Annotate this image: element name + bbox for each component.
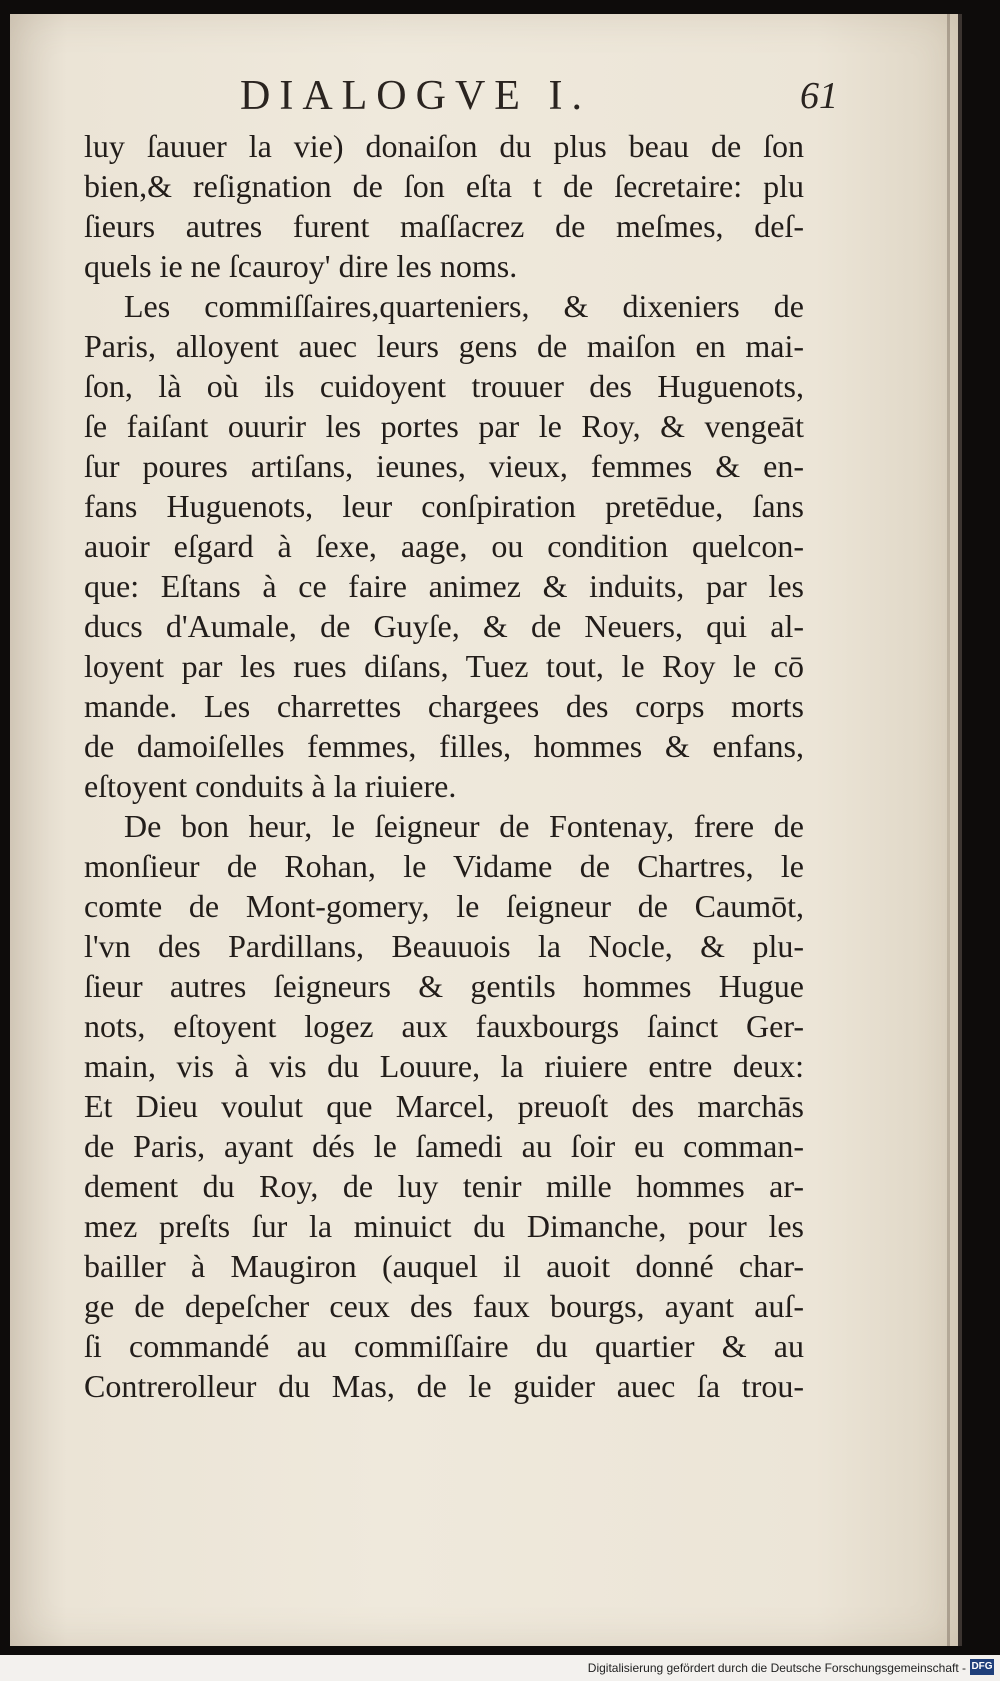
text-line: ducs d'Aumale, de Guyſe, & de Neuers, qui al-: [84, 608, 804, 644]
text-line: auoir eſgard à ſexe, aage, ou condition quelcon-: [84, 528, 804, 564]
text-line: mande. Les charrettes chargees des corps morts: [84, 688, 804, 724]
running-head-title: DIALOGVE I.: [240, 73, 591, 119]
body-text: [84, 126, 804, 1406]
text-line: fans Huguenots, leur conſpiration pretēdue, ſans: [84, 488, 804, 524]
text-line: l'vn des Pardillans, Beauuois la Nocle, & plu-: [84, 928, 804, 964]
text-line: Contrerolleur du Mas, de le guider auec ſa trou-: [84, 1368, 804, 1404]
text-line: bien,& reſignation de ſon eſta t de ſecretaire: plu: [84, 168, 804, 204]
text-line: ſieur autres ſeigneurs & gentils hommes Hugue: [84, 968, 804, 1004]
text-line: comte de Mont-gomery, le ſeigneur de Caumōt,: [84, 888, 804, 924]
text-line: ſieurs autres furent maſſacrez de meſmes, deſ-: [84, 208, 804, 244]
text-line: que: Eſtans à ce faire animez & induits, par les: [84, 568, 804, 604]
text-line: Et Dieu voulut que Marcel, preuoſt des marchās: [84, 1088, 804, 1124]
footer-bar: [0, 1655, 1000, 1681]
text-line: main, vis à vis du Louure, la riuiere entre deux:: [84, 1048, 804, 1084]
text-line: mez preſts ſur la minuict du Dimanche, pour les: [84, 1208, 804, 1244]
text-line: ge de depeſcher ceux des faux bourgs, ayant auſ-: [84, 1288, 804, 1324]
text-line: loyent par les rues diſans, Tuez tout, le Roy le cō: [84, 648, 804, 684]
text-line: nots, eſtoyent logez aux fauxbourgs ſainct Ger-: [84, 1008, 804, 1044]
text-line: ſe faiſant ouurir les portes par le Roy, & vengeāt: [84, 408, 804, 444]
text-line: eſtoyent conduits à la riuiere.: [84, 768, 457, 804]
text-line: Paris, alloyent auec leurs gens de maiſon en mai-: [84, 328, 804, 364]
text-line: De bon heur, le ſeigneur de Fontenay, frere de: [124, 808, 804, 844]
text-line: monſieur de Rohan, le Vidame de Chartres, le: [84, 848, 804, 884]
text-line: ſon, là où ils cuidoyent trouuer des Huguenots,: [84, 368, 804, 404]
page-number: 61: [800, 75, 838, 117]
text-line: quels ie ne ſcauroy' dire les noms.: [84, 248, 518, 284]
text-line: dement du Roy, de luy tenir mille hommes ar-: [84, 1168, 804, 1204]
text-line: de damoiſelles femmes, filles, hommes & enfans,: [84, 728, 804, 764]
text-line: luy ſauuer la vie) donaiſon du plus beau de ſon: [84, 128, 804, 164]
dfg-logo-icon: DFG: [970, 1659, 994, 1675]
text-line: Les commiſſaires,quarteniers, & dixeniers de: [124, 288, 804, 324]
text-line: ſi commandé au commiſſaire du quartier & au: [84, 1328, 804, 1364]
book-page: [10, 14, 962, 1646]
text-line: bailler à Maugiron (auquel il auoit donné char-: [84, 1248, 804, 1284]
text-line: de Paris, ayant dés le ſamedi au ſoir eu comman-: [84, 1128, 804, 1164]
text-line: ſur poures artiſans, ieunes, vieux, femmes & en-: [84, 448, 804, 484]
running-head: [10, 72, 958, 122]
funding-credit: Digitalisierung gefördert durch die Deutsche Forschungsgemeinschaft -: [587, 1661, 966, 1675]
page-edge-shadow: [947, 14, 950, 1646]
